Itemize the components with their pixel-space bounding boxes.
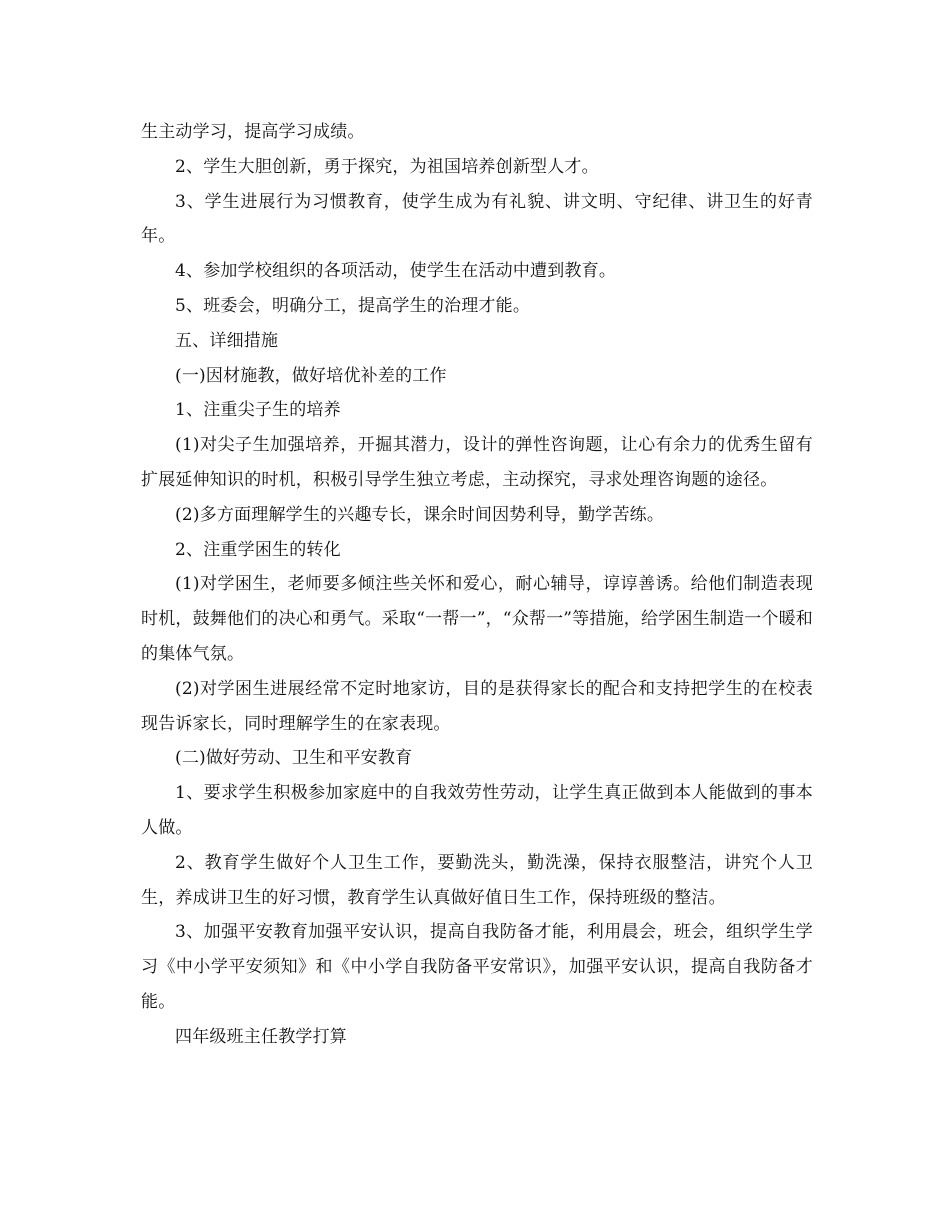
section-heading: 五、详细措施 — [175, 330, 279, 351]
paragraph: (2)对学困生进展经常不定时地家访，目的是获得家长的配合和支持把学生的在校表现告诉家长，同时理解学生的在家表现。 — [141, 678, 813, 734]
paragraph: 5、班委会，明确分工，提高学生的治理才能。 — [175, 295, 531, 316]
paragraph: (1)对学困生，老师要多倾注些关怀和爱心，耐心辅导，谆谆善诱。给他们制造表现时机，鼓舞他们的决心和勇气。采取“一帮一”，“众帮一”等措施，给学困生制造一个暖和的集体气氛。 — [141, 574, 813, 664]
paragraph: 3、加强平安教育加强平安认识，提高自我防备才能，利用晨会，班会，组织学生学习《中小学平安须知》和《中小学自我防备平安常识》，加强平安认识，提高自我防备才能。 — [141, 922, 813, 1012]
paragraph: 生主动学习，提高学习成绩。 — [141, 122, 365, 142]
paragraph: 4、参加学校组织的各项活动，使学生在活动中遭到教育。 — [175, 261, 617, 282]
paragraph: 1、要求学生积极参加家庭中的自我效劳性劳动，让学生真正做到本人能做到的事本人做。 — [141, 783, 813, 838]
item-heading: 1、注重尖子生的培养 — [175, 400, 341, 421]
document-body — [141, 115, 813, 1055]
paragraph: (2)多方面理解学生的兴趣专长，课余时间因势利导，勤学苦练。 — [175, 504, 665, 525]
item-heading: 2、注重学困生的转化 — [175, 539, 341, 560]
paragraph: (1)对尖子生加强培养，开掘其潜力，设计的弹性咨询题，让心有余力的优秀生留有扩展延伸知识的时机，积极引导学生独立考虑，主动探究，寻求处理咨询题的途径。 — [141, 435, 813, 490]
paragraph: 2、学生大胆创新，勇于探究，为祖国培养创新型人才。 — [175, 156, 599, 177]
paragraph: 2、教育学生做好个人卫生工作，要勤洗头，勤洗澡，保持衣服整洁，讲究个人卫生，养成讲卫生的好习惯，教育学生认真做好值日生工作，保持班级的整洁。 — [141, 852, 813, 908]
paragraph: 3、学生进展行为习惯教育，使学生成为有礼貌、讲文明、守纪律、讲卫生的好青年。 — [141, 191, 813, 247]
subsection-heading: (二)做好劳动、卫生和平安教育 — [175, 748, 413, 769]
subsection-heading: (一)因材施教，做好培优补差的工作 — [175, 365, 447, 386]
document-title-line: 四年级班主任教学打算 — [175, 1026, 347, 1047]
